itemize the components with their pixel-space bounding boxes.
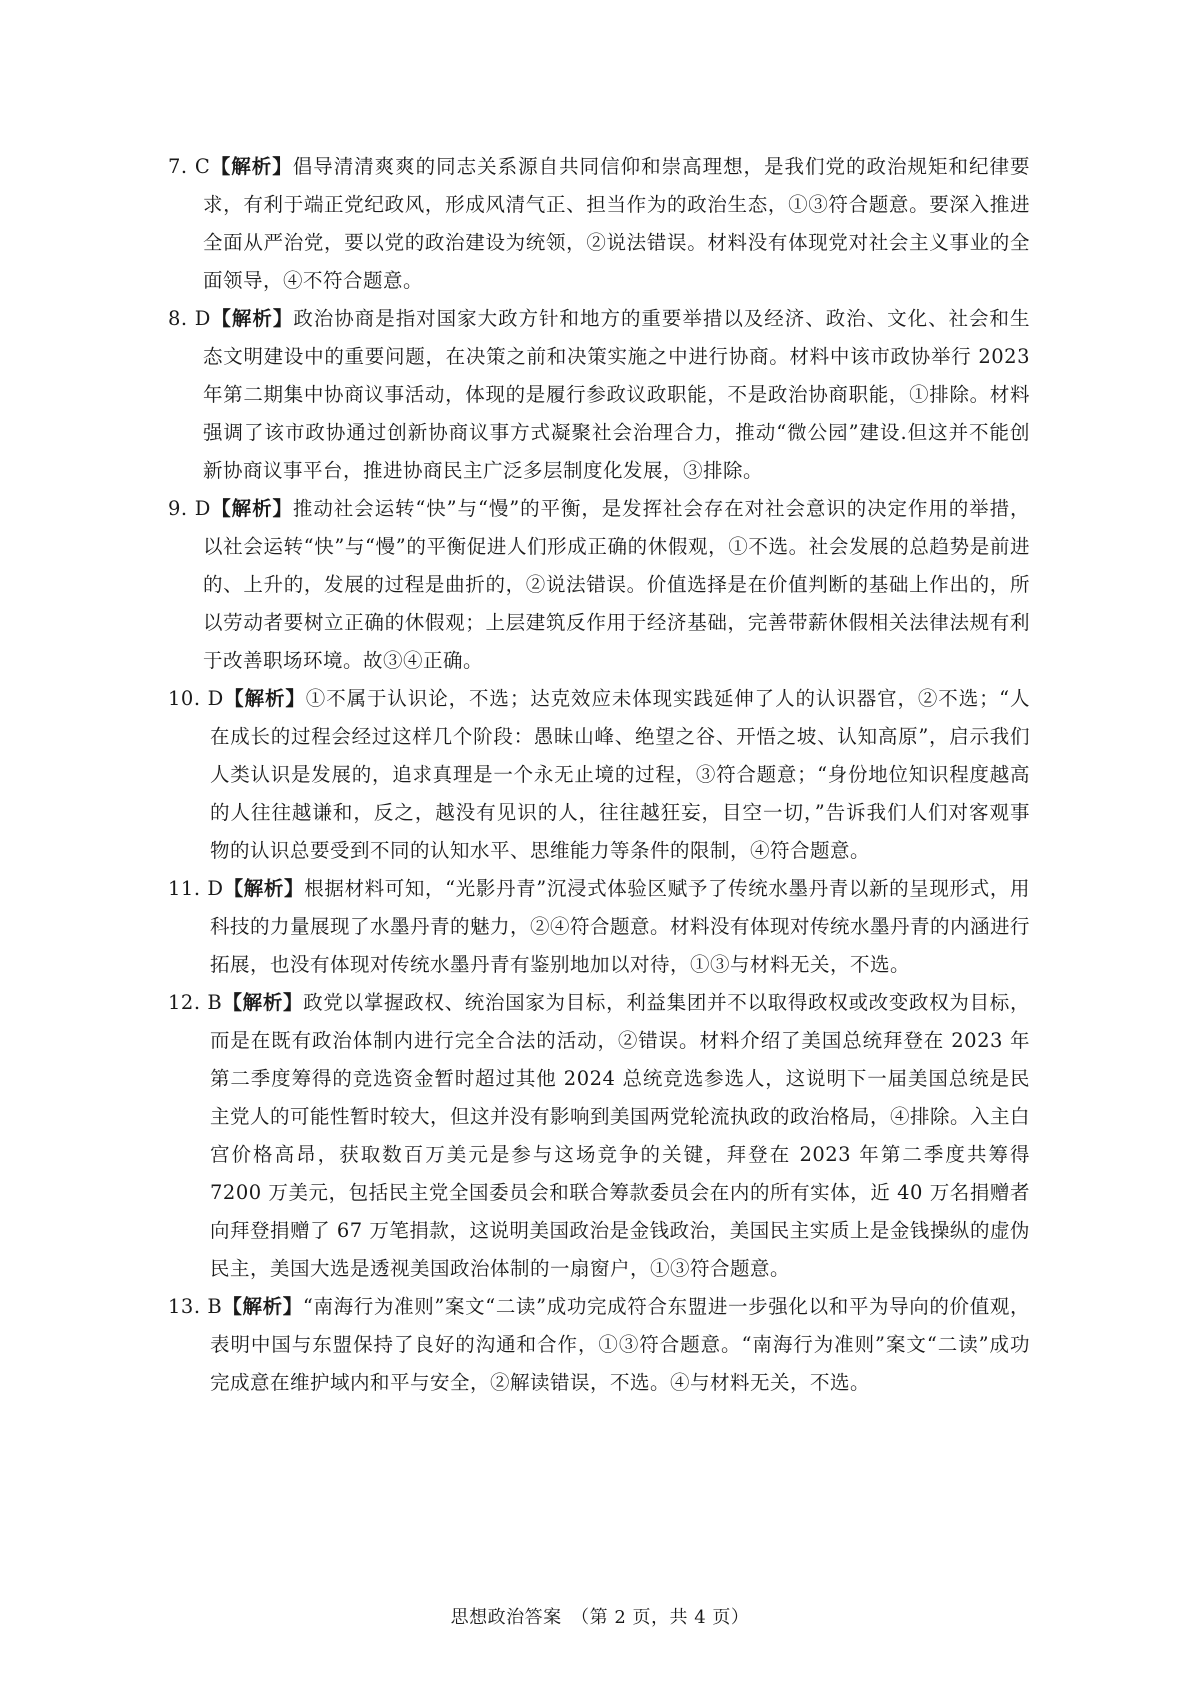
answer-item-13 [168,1288,1030,1402]
answer-list [168,148,1030,1402]
analysis-text: 政治协商是指对国家大政方针和地方的重要举措以及经济、政治、文化、社会和生态文明建设中的重要问题，在决策之前和决策实施之中进行协商。材料中该市政协举行 2023 年第二期集中协商议事活动，体现的是履行参政议政职能，不是政治协商职能，①排除。材料强调了该市政协通过创新协商议事方式凝聚社会治理合力，推动“微公园”建设.但这并不能创新协商议事平台，推进协商民主广泛多层制度化发展，③排除。 [203,307,1030,482]
answer-letter: D [194,497,211,520]
answer-item-11 [168,870,1030,984]
question-number: 10. [168,687,201,710]
analysis-tag: 【解析】 [210,307,294,330]
analysis-tag: 【解析】 [222,1295,303,1318]
answer-body [168,300,1030,490]
page-footer: 思想政治答案 （第 2 页，共 4 页） [450,1607,750,1628]
answer-letter: B [207,991,223,1014]
answer-letter: B [207,1295,223,1318]
answer-body [168,984,1030,1288]
analysis-text: 根据材料可知，“光影丹青”沉浸式体验区赋予了传统水墨丹青以新的呈现形式，用科技的力量展现了水墨丹青的魅力，②④符合题意。材料没有体现对传统水墨丹青的内涵进行拓展，也没有体现对传统水墨丹青有鉴别地加以对待，①③与材料无关，不选。 [210,877,1031,976]
answer-body [168,1288,1030,1402]
answer-body [168,870,1030,984]
question-number: 11. [168,877,201,900]
question-number: 9. [168,497,188,520]
answer-letter: D [194,307,211,330]
answer-body [168,148,1030,300]
question-number: 7. [168,155,188,178]
answer-body [168,680,1030,870]
analysis-tag: 【解析】 [210,497,293,520]
answer-item-8 [168,300,1030,490]
answer-item-9 [168,490,1030,680]
answer-item-12 [168,984,1030,1288]
analysis-tag: 【解析】 [223,687,306,710]
answer-item-10 [168,680,1030,870]
analysis-tag: 【解析】 [223,877,305,900]
answer-letter: C [194,155,211,178]
analysis-text: 倡导清清爽爽的同志关系源自共同信仰和崇高理想，是我们党的政治规矩和纪律要求，有利于端正党纪政风，形成风清气正、担当作为的政治生态，①③符合题意。要深入推进全面从严治党，要以党的政治建设为统领，②说法错误。材料没有体现党对社会主义事业的全面领导，④不符合题意。 [203,155,1030,292]
analysis-text: 推动社会运转“快”与“慢”的平衡，是发挥社会存在对社会意识的决定作用的举措，以社会运转“快”与“慢”的平衡促进人们形成正确的休假观，①不选。社会发展的总趋势是前进的、上升的，发展的过程是曲折的，②说法错误。价值选择是在价值判断的基础上作出的，所以劳动者要树立正确的休假观；上层建筑反作用于经济基础，完善带薪休假相关法律法规有利于改善职场环境。故③④正确。 [203,497,1030,672]
answer-item-7 [168,148,1030,300]
answer-body [168,490,1030,680]
analysis-tag: 【解析】 [210,155,293,178]
analysis-text: “南海行为准则”案文“二读”成功完成符合东盟进一步强化以和平为导向的价值观，表明中国与东盟保持了良好的沟通和合作，①③符合题意。“南海行为准则”案文“二读”成功完成意在维护域内和平与安全，②解读错误，不选。④与材料无关，不选。 [210,1295,1030,1394]
answer-letter: D [207,877,224,900]
analysis-text: 政党以掌握政权、统治国家为目标，利益集团并不以取得政权或改变政权为目标，而是在既有政治体制内进行完全合法的活动，②错误。材料介绍了美国总统拜登在 2023 年第二季度筹得的竞选资金暂时超过其他 2024 总统竞选参选人，这说明下一届美国总统是民主党人的可能性暂时较大，但这并没有影响到美国两党轮流执政的政治格局，④排除。入主白宫价格高昂，获取数百万美元是参与这场竞争的关键，拜登在 2023 年第二季度共筹得 7200 万美元，包括民主党全国委员会和联合筹款委员会在内的所有实体，近 40 万名捐赠者向拜登捐赠了 67 万笔捐款，这说明美国政治是金钱政治，美国民主实质上是金钱操纵的虚伪民主，美国大选是透视美国政治体制的一扇窗户，①③符合题意。 [210,991,1031,1280]
analysis-text: ①不属于认识论，不选；达克效应未体现实践延伸了人的认识器官，②不选；“人在成长的过程会经过这样几个阶段：愚昧山峰、绝望之谷、开悟之坡、认知高原”，启示我们人类认识是发展的，追求真理是一个永无止境的过程，③符合题意；“身份地位知识程度越高的人往往越谦和，反之，越没有见识的人，往往越狂妄，目空一切，”告诉我们人们对客观事物的认识总要受到不同的认知水平、思维能力等条件的限制，④符合题意。 [210,687,1030,862]
question-number: 12. [168,991,201,1014]
question-number: 8. [168,307,188,330]
question-number: 13. [168,1295,201,1318]
answer-letter: D [207,687,224,710]
analysis-tag: 【解析】 [222,991,304,1014]
